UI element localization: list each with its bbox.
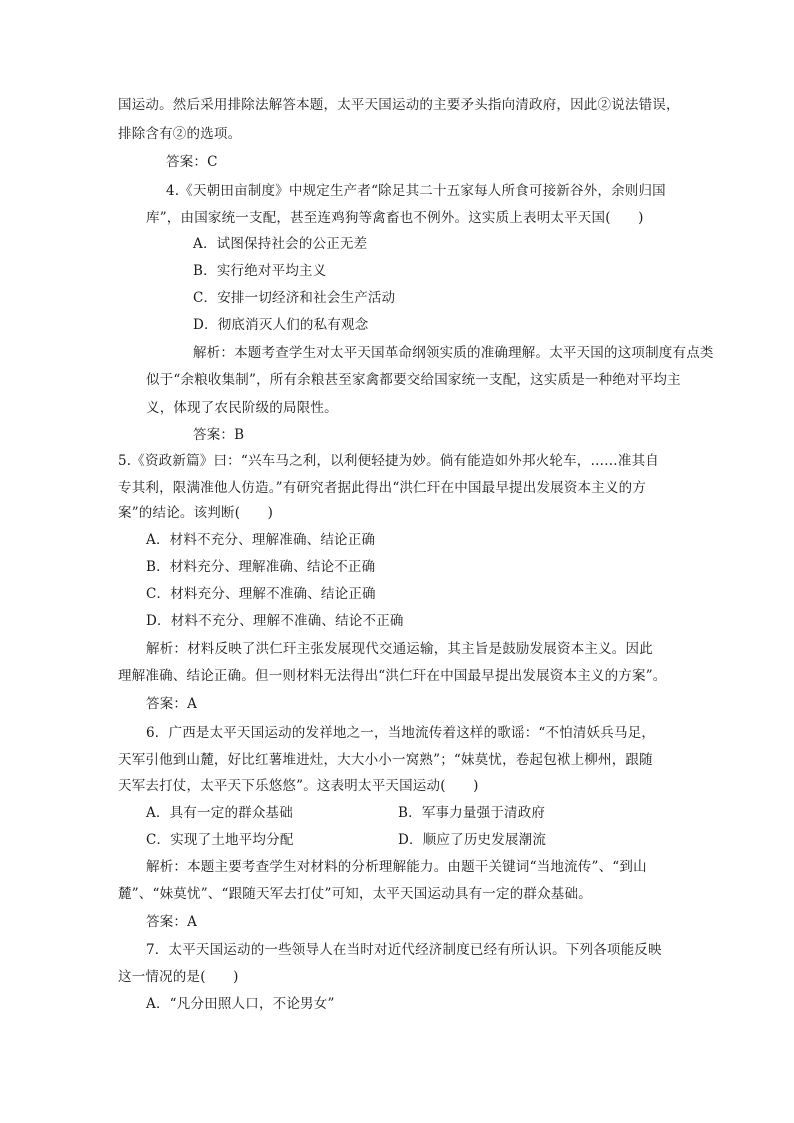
option-d: D．彻底消灭人们的私有观念 <box>193 317 369 333</box>
question-5-stem: 案”的结论。该判断( ) <box>118 505 274 521</box>
analysis-line: 理解准确、结论正确。但一则材料无法得出“洪仁玕在中国最早提出发展资本主义的方案”。 <box>118 668 667 684</box>
analysis-line: 麓”、“妹莫忧”、“跟随天军去打仗”可知，太平天国运动具有一定的群众基础。 <box>118 886 592 902</box>
question-7-stem: 这一情况的是( ) <box>118 969 239 985</box>
question-6-stem: 天军去打仗，太平天下乐悠悠”。这表明太平天国运动( ) <box>118 778 479 794</box>
question-5-stem: 专其利，限满准他人仿造。”有研究者据此得出“洪仁玕在中国最早提出发展资本主义的方 <box>118 480 647 496</box>
answer-line: 答案：B <box>193 427 245 443</box>
option-a: A．材料不充分、理解准确、结论正确 <box>146 532 376 548</box>
question-6-stem: 6．广西是太平天国运动的发祥地之一，当地流传着这样的歌谣：“不怕清妖兵马足， <box>146 725 656 741</box>
answer-line: 答案：A <box>146 914 198 930</box>
option-c: C．安排一切经济和社会生产活动 <box>193 290 396 306</box>
option-b: B．实行绝对平均主义 <box>193 263 327 279</box>
option-c: C．材料充分、理解不准确、结论正确 <box>146 586 376 602</box>
question-4-stem: 4.《天朝田亩制度》中规定生产者“除足其二十五家每人所食可接新谷外，余则归国 <box>166 183 666 199</box>
analysis-line: 义，体现了农民阶级的局限性。 <box>146 400 338 416</box>
paragraph-line: 国运动。然后采用排除法解答本题，太平天国运动的主要矛头指向清政府，因此②说法错误， <box>118 97 680 113</box>
answer-line: 答案：A <box>146 696 198 712</box>
analysis-line: 解析：本题主要考查学生对材料的分析理解能力。由题干关键词“当地流传”、“到山 <box>146 859 647 875</box>
paragraph-line: 排除含有②的选项。 <box>118 126 242 142</box>
analysis-line: 解析：材料反映了洪仁玕主张发展现代交通运输，其主旨是鼓励发展资本主义。因此 <box>146 641 653 657</box>
option-a: A．具有一定的群众基础 <box>146 805 293 821</box>
option-c: C．实现了土地平均分配 <box>146 832 294 848</box>
analysis-line: 似于“余粮收集制”，所有余粮甚至家禽都要交给国家统一支配，这实质是一种绝对平均主 <box>146 372 681 388</box>
option-b: B．军事力量强于清政府 <box>398 805 546 821</box>
option-a: A．试图保持社会的公正无差 <box>193 236 368 252</box>
option-d: D．顺应了历史发展潮流 <box>398 832 547 848</box>
analysis-line: 解析：本题考查学生对太平天国革命纲领实质的准确理解。太平天国的这项制度有点类 <box>193 345 714 361</box>
option-b: B．材料充分、理解准确、结论不正确 <box>146 559 376 575</box>
question-7-stem: 7．太平天国运动的一些领导人在当时对近代经济制度已经有所认识。下列各项能反映 <box>146 942 662 958</box>
question-4-stem: 库”，由国家统一支配，甚至连鸡狗等禽畜也不例外。这实质上表明太平天国( ) <box>146 210 644 226</box>
question-6-stem: 天军引他到山麓，好比红薯堆进灶，大大小小一窝熟”；“妹莫忧，卷起包袱上柳州，跟随 <box>118 752 653 768</box>
option-d: D．材料不充分、理解不准确、结论不正确 <box>146 613 404 629</box>
question-5-stem: 5.《资政新篇》曰：“兴车马之利，以利便轻捷为妙。倘有能造如外邦火轮车，……准其自 <box>118 453 659 469</box>
option-a: A．“凡分田照人口，不论男女” <box>146 996 335 1012</box>
answer-line: 答案：C <box>166 154 218 170</box>
